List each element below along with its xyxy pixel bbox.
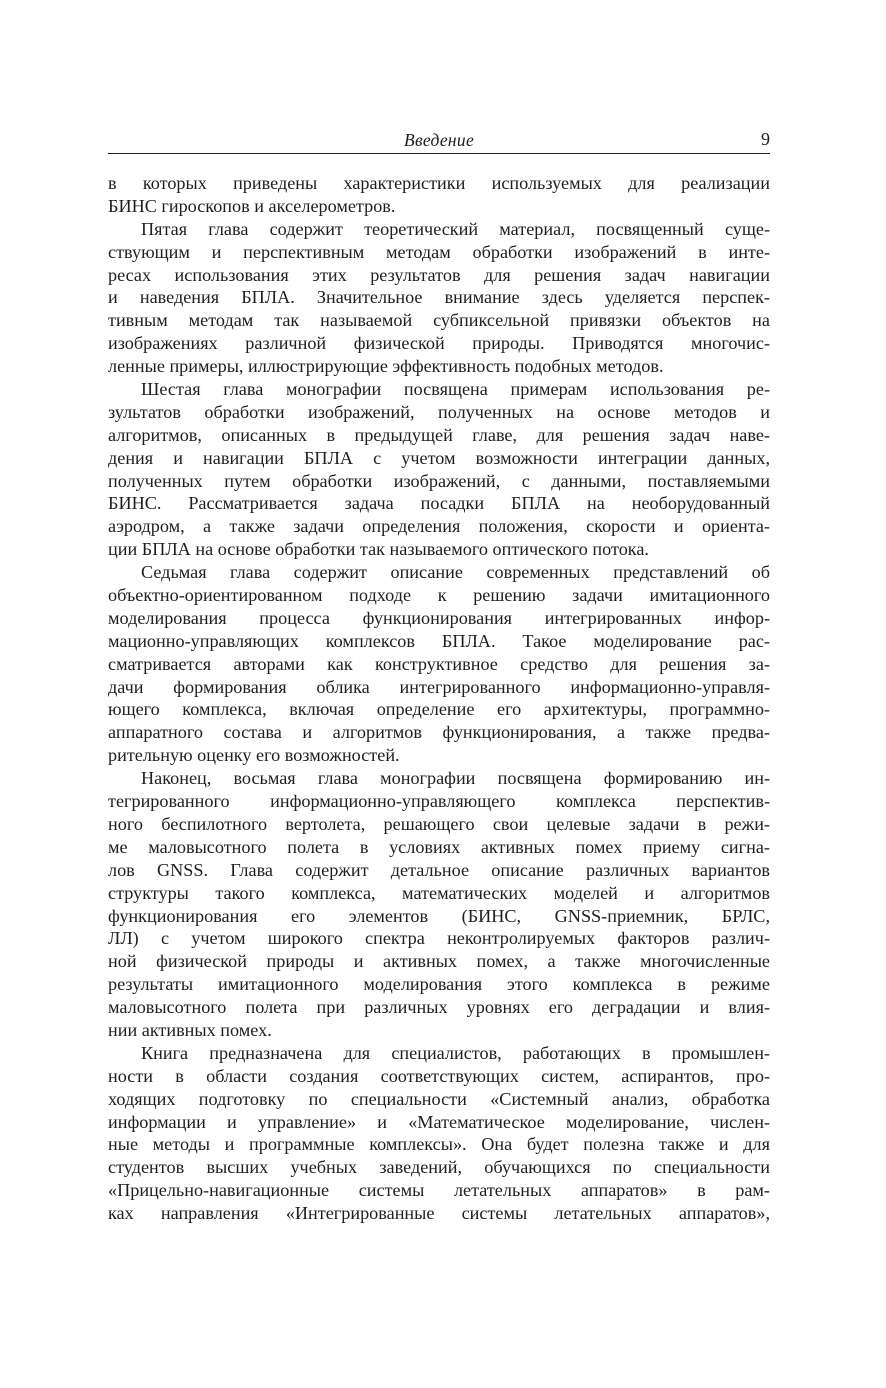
- text-line: ме маловысотного полета в условиях активных помех приему сигна-: [108, 836, 770, 857]
- text-line: алгоритмов, описанных в предыдущей главе, для решения задач наве-: [108, 424, 770, 445]
- text-line: аппаратного состава и алгоритмов функционирования, а также предва-: [108, 722, 770, 743]
- text-line: БИНС. Рассматривается задача посадки БПЛА на необорудованный: [108, 493, 770, 514]
- text-line: БИНС гироскопов и акселерометров.: [108, 195, 396, 216]
- text-line: объектно-ориентированном подходе к решению задачи имитационного: [108, 585, 770, 606]
- text-line: Пятая глава содержит теоретический материал, посвященный суще-: [141, 218, 770, 239]
- text-line: студентов высших учебных заведений, обучающихся по специальности: [108, 1157, 770, 1178]
- text-line: информации и управление» и «Математическое моделирование, числен-: [108, 1111, 770, 1132]
- text-line: дения и навигации БПЛА с учетом возможности интеграции данных,: [108, 447, 770, 468]
- text-line: Седьмая глава содержит описание современных представлений об: [141, 562, 770, 583]
- text-line: аэродром, а также задачи определения положения, скорости и ориента-: [108, 516, 770, 537]
- text-line: «Прицельно-навигационные системы летательных аппаратов» в рам-: [108, 1180, 770, 1201]
- text-line: Шестая глава монографии посвящена примерам использования ре-: [141, 379, 770, 400]
- text-line: мационно-управляющих комплексов БПЛА. Такое моделирование рас-: [108, 630, 770, 651]
- page-header: [108, 127, 770, 154]
- text-line: моделирования процесса функционирования интегрированных инфор-: [108, 607, 770, 628]
- text-line: ленные примеры, иллюстрирующие эффективность подобных методов.: [108, 356, 664, 377]
- text-line: результаты имитационного моделирования этого комплекса в режиме: [108, 974, 770, 995]
- text-line: рительную оценку его возможностей.: [108, 745, 400, 766]
- text-line: Книга предназначена для специалистов, работающих в промышлен-: [141, 1042, 770, 1063]
- text-line: ные методы и программные комплексы». Она будет полезна также и для: [108, 1134, 770, 1155]
- text-line: ресах использования этих результатов для решения задач навигации: [108, 264, 770, 285]
- text-line: сматривается авторами как конструктивное средство для решения за-: [108, 653, 770, 674]
- text-line: в которых приведены характеристики используемых для реализации: [108, 173, 770, 193]
- text-line: ной физической природы и активных помех, а также многочисленные: [108, 951, 770, 972]
- page-number: 9: [761, 129, 770, 149]
- text-line: полученных путем обработки изображений, с данными, поставляемыми: [108, 470, 770, 491]
- text-line: ного беспилотного вертолета, решающего свои целевые задачи в режи-: [108, 813, 770, 834]
- text-line: дачи формирования облика интегрированного информационно-управля-: [108, 676, 770, 697]
- text-line: ках направления «Интегрированные системы летательных аппаратов»,: [108, 1203, 770, 1224]
- running-title: Введение: [403, 130, 475, 150]
- text-line: и наведения БПЛА. Значительное внимание здесь уделяется перспек-: [108, 287, 770, 308]
- text-body: [108, 172, 770, 1225]
- text-line: ности в области создания соответствующих систем, аспирантов, про-: [108, 1065, 770, 1086]
- text-line: ходящих подготовку по специальности «Системный анализ, обработка: [108, 1088, 770, 1109]
- text-line: тивным методам так называемой субпиксельной привязки объектов на: [108, 310, 770, 331]
- text-line: структуры такого комплекса, математических моделей и алгоритмов: [108, 882, 770, 903]
- text-line: лов GNSS. Глава содержит детальное описание различных вариантов: [108, 859, 770, 880]
- text-line: Наконец, восьмая глава монографии посвящена формированию ин-: [141, 768, 770, 789]
- text-line: ющего комплекса, включая определение его архитектуры, программно-: [108, 699, 770, 720]
- text-line: нии активных помех.: [108, 1019, 272, 1040]
- text-line: ЛЛ) с учетом широкого спектра неконтролируемых факторов различ-: [108, 928, 770, 949]
- text-line: маловысотного полета при различных уровнях его деградации и влия-: [108, 997, 770, 1018]
- text-line: ции БПЛА на основе обработки так называемого оптического потока.: [108, 539, 649, 560]
- text-line: изображениях различной физической природы. Приводятся многочис-: [108, 333, 770, 354]
- text-line: тегрированного информационно-управляющего комплекса перспектив-: [108, 791, 770, 812]
- text-line: функционирования его элементов (БИНС, GNSS-приемник, БРЛС,: [108, 905, 770, 926]
- text-line: зультатов обработки изображений, полученных на основе методов и: [108, 401, 770, 422]
- text-line: ствующим и перспективным методам обработки изображений в инте-: [108, 241, 770, 262]
